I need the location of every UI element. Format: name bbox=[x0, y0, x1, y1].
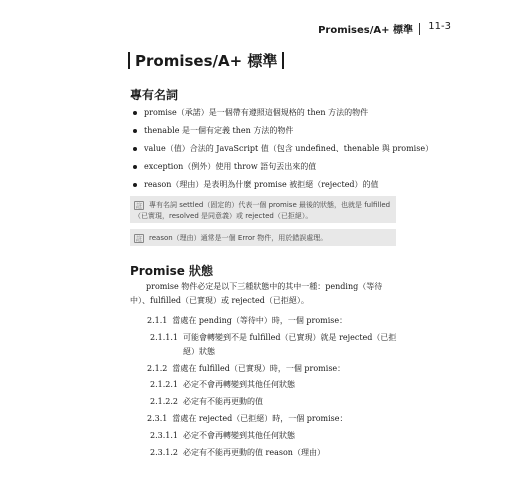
list-item: exception（例外）使用 throw 語句丟出來的值 bbox=[133, 162, 433, 180]
terms-list bbox=[133, 108, 433, 198]
title-right-bar bbox=[282, 52, 284, 69]
bullet-icon bbox=[133, 147, 137, 151]
list-item: value（值）合法的 JavaScript 值（包含 undefined、thenable 與 promise） bbox=[133, 144, 433, 162]
page-number: 11-3 bbox=[428, 21, 451, 32]
rule-row: 2.3.1.2 必定有不能再更動的值 reason（理由） bbox=[150, 448, 325, 457]
title-left-bar bbox=[128, 52, 130, 69]
running-header bbox=[318, 21, 451, 36]
bullet-icon bbox=[133, 111, 137, 115]
rule-row: 2.1.1.1 可能會轉變到不是 fulfilled（已實現）就是 rejected（已拒絕）狀態 bbox=[150, 333, 397, 356]
note-text: 專有名詞 settled（固定的）代表一個 promise 最後的狀態，也就是 fulfilled（已實現，resolved 是同意義）或 rejected（已拒絕）。 bbox=[134, 201, 391, 220]
bullet-icon bbox=[133, 183, 137, 187]
rule-row: 2.3.1.1 必定不會再轉變到其他任何狀態 bbox=[150, 431, 295, 440]
header-divider bbox=[419, 23, 420, 35]
states-heading: Promise 狀態 bbox=[130, 264, 214, 278]
note-icon: 註 bbox=[135, 202, 142, 210]
bullet-icon bbox=[133, 129, 137, 133]
list-item: thenable 是一個有定義 then 方法的物件 bbox=[133, 126, 433, 144]
chapter-title-text: Promises/A+ 標準 bbox=[135, 52, 278, 70]
rule-row: 2.1.2.1 必定不會再轉變到其他任何狀態 bbox=[150, 380, 295, 389]
rule-row: 2.1.2.2 必定有不能再更動的值 bbox=[150, 397, 263, 406]
chapter-title bbox=[128, 50, 284, 71]
rule-row: 2.1.2 當處在 fulfilled（已實現）時，一個 promise： bbox=[147, 364, 346, 373]
list-item: reason（理由）是表明為什麼 promise 被拒絕（rejected）的值 bbox=[133, 180, 433, 198]
note-icon: 註 bbox=[135, 235, 142, 243]
rule-row: 2.1.1 當處在 pending（等待中）時，一個 promise： bbox=[147, 316, 348, 325]
running-header-title: Promises/A+ 標準 bbox=[318, 25, 413, 36]
bullet-icon bbox=[133, 165, 137, 169]
note-box bbox=[130, 196, 396, 223]
states-intro: promise 物件必定是以下三種狀態中的其中一種：pending（等待中）、fulfilled（已實現）或 rejected（已拒絕）。 bbox=[130, 282, 383, 305]
rule-row: 2.3.1 當處在 rejected（已拒絕）時，一個 promise： bbox=[147, 414, 348, 423]
terms-heading: 專有名詞 bbox=[130, 88, 179, 102]
note-box bbox=[130, 229, 396, 246]
list-item: promise（承諾）是一個帶有遵照這個規格的 then 方法的物件 bbox=[133, 108, 433, 126]
note-text: reason（理由）通常是一個 Error 物件，用於錯誤處理。 bbox=[149, 234, 328, 242]
